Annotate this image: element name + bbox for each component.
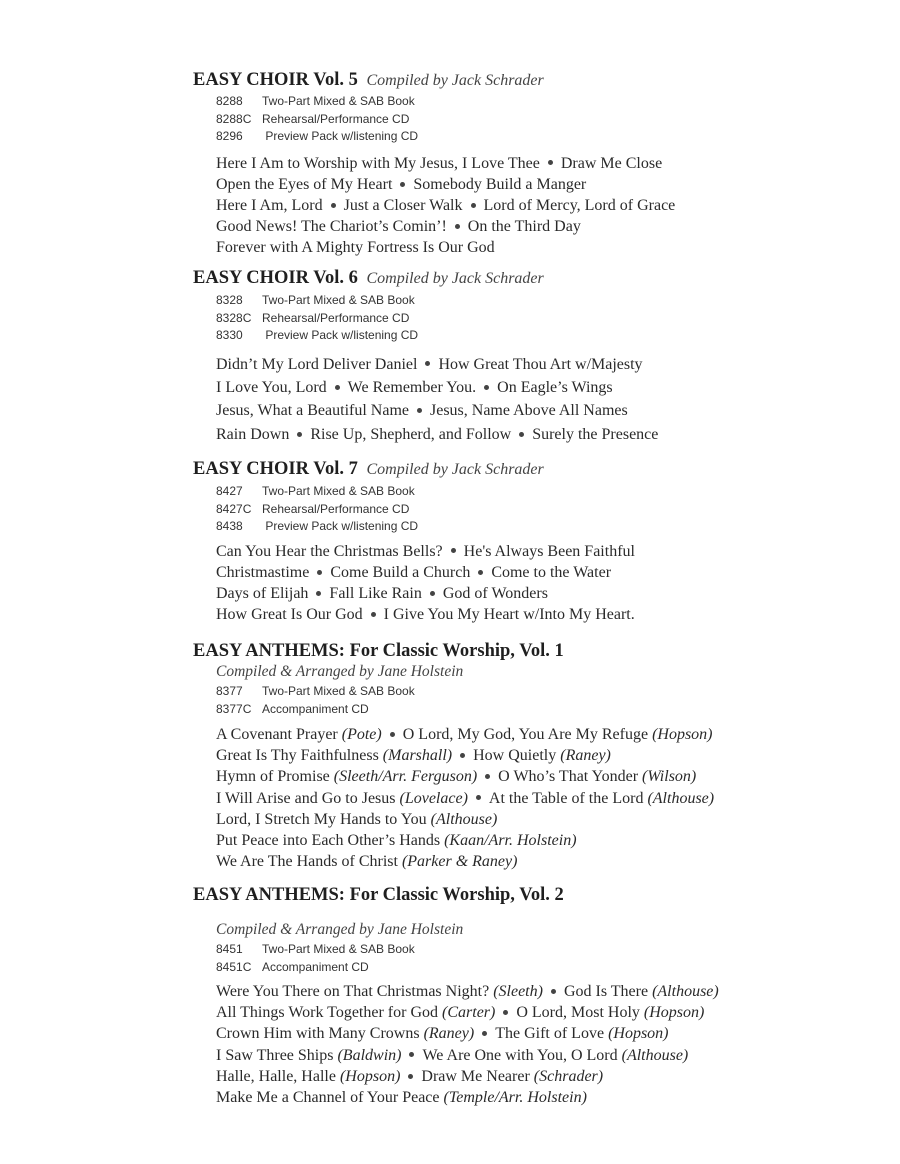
arranger-credit: (Althouse) (621, 1046, 689, 1064)
song-line (216, 174, 833, 195)
song-line (216, 724, 833, 745)
product-code: 8328 (216, 293, 243, 307)
song-title: Halle, Halle, Halle (216, 1067, 336, 1085)
product-code: 8451C (216, 959, 252, 974)
song-title: We Are The Hands of Christ (216, 853, 398, 871)
product-list (216, 941, 833, 976)
product-row (216, 483, 833, 501)
song-title: Hymn of Promise (216, 768, 330, 786)
song-title: Draw Me Close (560, 154, 663, 172)
song-title: Crown Him with Many Crowns (216, 1025, 420, 1043)
song-title: Put Peace into Each Other’s Hands (216, 831, 441, 849)
bullet-separator (551, 989, 556, 994)
catalog-section-easy-choir-vol-5 (193, 69, 833, 258)
song-line (216, 604, 833, 625)
arranger-credit: (Sleeth) (493, 983, 543, 1000)
compiler-credit: Compiled by Jack Schrader (366, 270, 544, 287)
product-list (216, 292, 833, 345)
song-line (216, 851, 833, 872)
product-code: 8451 (216, 942, 243, 956)
section-title: EASY CHOIR Vol. 7 (193, 459, 358, 479)
product-description: Two-Part Mixed & SAB Book (262, 942, 415, 956)
song-line (216, 1066, 833, 1087)
song-title: A Covenant Prayer (216, 726, 338, 743)
product-row (216, 310, 833, 328)
bullet-separator (548, 160, 553, 165)
bullet-separator (409, 1052, 414, 1057)
song-line (216, 1002, 833, 1023)
compiler-credit: Compiled by Jack Schrader (366, 72, 544, 89)
arranger-credit: (Althouse) (430, 810, 498, 828)
bullet-separator (455, 224, 460, 229)
song-title: The Gift of Love (495, 1025, 605, 1043)
song-title: Surely the Presence (532, 425, 659, 443)
arranger-credit: (Hopson) (608, 1025, 669, 1043)
song-title: God of Wonders (442, 584, 548, 602)
product-row (216, 941, 833, 959)
arranger-credit: (Sleeth/Arr. Ferguson) (333, 768, 478, 786)
arranger-credit: (Althouse) (647, 789, 715, 807)
bullet-separator (519, 432, 524, 437)
arranger-credit: (Raney) (560, 747, 611, 765)
song-title: Somebody Build a Manger (413, 175, 587, 193)
song-title: How Quietly (473, 747, 557, 765)
arranger-credit: (Althouse) (652, 983, 719, 1000)
product-code: 8438 (216, 519, 243, 533)
product-description: Accompaniment CD (262, 959, 369, 974)
product-code: 8288C (216, 111, 252, 126)
product-description: Rehearsal/Performance CD (262, 501, 410, 516)
bullet-separator (425, 361, 430, 366)
song-line (216, 583, 833, 604)
product-row (216, 128, 833, 146)
compiler-credit: Compiled & Arranged by Jane Holstein (216, 663, 464, 680)
song-line (216, 562, 833, 583)
arranger-credit: (Carter) (442, 1004, 496, 1022)
product-description: Two-Part Mixed & SAB Book (262, 684, 415, 698)
song-line (216, 1045, 833, 1066)
bullet-separator (408, 1074, 413, 1079)
section-title: EASY ANTHEMS: For Classic Worship, Vol. 1 (193, 641, 564, 661)
section-heading (193, 267, 833, 290)
arranger-credit: (Parker & Raney) (401, 853, 518, 871)
song-title: Rain Down (216, 425, 290, 443)
song-title: Lord of Mercy, Lord of Grace (483, 196, 676, 214)
bullet-separator (503, 1010, 508, 1015)
product-description: Preview Pack w/listening CD (262, 129, 419, 143)
song-title: On the Third Day (467, 218, 581, 236)
song-title: All Things Work Together for God (216, 1004, 439, 1022)
song-list (216, 541, 833, 626)
arranger-credit: (Hopson) (339, 1067, 401, 1085)
song-title: Jesus, Name Above All Names (429, 402, 628, 420)
arranger-credit: (Wilson) (642, 768, 697, 786)
song-title: Jesus, What a Beautiful Name (216, 402, 409, 420)
product-row (216, 501, 833, 519)
product-code: 8328C (216, 310, 252, 325)
song-title: O Who’s That Yonder (498, 768, 639, 786)
bullet-separator (485, 774, 490, 779)
song-title: I Saw Three Ships (216, 1046, 334, 1064)
product-description: Two-Part Mixed & SAB Book (262, 484, 415, 498)
product-code: 8427 (216, 484, 243, 498)
bullet-separator (297, 432, 302, 437)
product-code: 8330 (216, 328, 243, 342)
arranger-credit: (Baldwin) (337, 1046, 402, 1064)
song-line (216, 353, 833, 376)
bullet-separator (460, 753, 465, 758)
song-line (216, 809, 833, 830)
song-title: Can You Hear the Christmas Bells? (216, 542, 443, 560)
song-title: Open the Eyes of My Heart (216, 175, 393, 193)
song-list (216, 724, 833, 872)
catalog-section-easy-choir-vol-7 (193, 458, 833, 625)
bullet-separator (430, 591, 435, 596)
bullet-separator (484, 385, 489, 390)
song-line (216, 766, 833, 787)
song-title: How Great Thou Art w/Majesty (438, 355, 643, 373)
song-title: God Is There (563, 983, 649, 1000)
arranger-credit: (Marshall) (382, 747, 453, 765)
song-line (216, 1023, 833, 1044)
song-title: We Are One with You, O Lord (422, 1046, 618, 1064)
song-line (216, 1087, 833, 1108)
compiler-credit: Compiled & Arranged by Jane Holstein (216, 921, 464, 938)
product-description: Two-Part Mixed & SAB Book (262, 293, 415, 307)
song-title: Lord, I Stretch My Hands to You (216, 810, 427, 828)
bullet-separator (371, 612, 376, 617)
product-list (216, 93, 833, 146)
song-title: Christmastime (216, 563, 310, 581)
product-row (216, 683, 833, 701)
song-title: I Give You My Heart w/Into My Heart. (383, 606, 635, 624)
song-title: Good News! The Chariot’s Comin’! (216, 218, 447, 236)
product-row (216, 292, 833, 310)
catalog-section-easy-choir-vol-6 (193, 267, 833, 446)
catalog-section-easy-anthems-vol-1 (193, 640, 833, 872)
product-row (216, 701, 833, 719)
product-code: 8296 (216, 129, 243, 143)
arranger-credit: (Raney) (423, 1025, 475, 1043)
song-title: I Will Arise and Go to Jesus (216, 789, 396, 807)
song-line (216, 423, 833, 446)
product-row (216, 518, 833, 536)
song-line (216, 788, 833, 809)
song-title: We Remember You. (347, 378, 477, 396)
song-title: Come Build a Church (330, 563, 471, 581)
product-code: 8377 (216, 684, 243, 698)
product-row (216, 327, 833, 345)
bullet-separator (335, 385, 340, 390)
song-title: Days of Elijah (216, 584, 309, 602)
bullet-separator (482, 1031, 487, 1036)
song-title: Draw Me Nearer (421, 1067, 530, 1085)
song-list (216, 153, 833, 259)
arranger-credit: (Temple/Arr. Holstein) (443, 1088, 587, 1106)
product-description: Preview Pack w/listening CD (262, 519, 419, 533)
song-list (216, 353, 833, 447)
song-title: O Lord, Most Holy (516, 1004, 640, 1022)
section-title: EASY CHOIR Vol. 6 (193, 268, 358, 288)
product-code: 8377C (216, 701, 252, 716)
compiler-credit: Compiled by Jack Schrader (366, 461, 544, 478)
song-line (216, 830, 833, 851)
song-title: On Eagle’s Wings (497, 378, 613, 396)
product-row (216, 959, 833, 977)
song-title: Were You There on That Christmas Night? (216, 983, 490, 1000)
song-title: He's Always Been Faithful (463, 542, 635, 560)
bullet-separator (417, 408, 422, 413)
song-line (216, 153, 833, 174)
song-line (216, 399, 833, 422)
product-description: Rehearsal/Performance CD (262, 310, 410, 325)
song-title: Fall Like Rain (329, 584, 422, 602)
bullet-separator (451, 548, 456, 553)
section-heading (193, 458, 833, 481)
song-line (216, 745, 833, 766)
song-title: Just a Closer Walk (343, 196, 463, 214)
song-title: O Lord, My God, You Are My Refuge (402, 726, 649, 743)
song-line (216, 541, 833, 562)
arranger-credit: (Kaan/Arr. Holstein) (444, 831, 577, 849)
bullet-separator (400, 182, 405, 187)
section-heading (193, 640, 833, 662)
bullet-separator (317, 570, 322, 575)
product-row (216, 111, 833, 129)
arranger-credit: (Lovelace) (399, 789, 468, 807)
arranger-credit: (Hopson) (652, 726, 713, 743)
song-title: Rise Up, Shepherd, and Follow (310, 425, 512, 443)
song-line (216, 981, 833, 1002)
song-title: Didn’t My Lord Deliver Daniel (216, 355, 418, 373)
section-title: EASY CHOIR Vol. 5 (193, 70, 358, 90)
song-title: I Love You, Lord (216, 378, 327, 396)
song-title: How Great Is Our God (216, 606, 363, 624)
song-title: At the Table of the Lord (488, 789, 644, 807)
song-line (216, 237, 833, 258)
section-heading (193, 69, 833, 92)
song-list (216, 981, 833, 1108)
section-heading (193, 884, 833, 906)
product-code: 8288 (216, 94, 243, 108)
song-line (216, 376, 833, 399)
bullet-separator (471, 203, 476, 208)
bullet-separator (478, 570, 483, 575)
arranger-credit: (Schrader) (533, 1067, 604, 1085)
song-title: Make Me a Channel of Your Peace (216, 1088, 440, 1106)
song-title: Come to the Water (491, 563, 612, 581)
arranger-credit: (Pote) (341, 726, 382, 743)
song-line (216, 195, 833, 216)
song-title: Forever with A Mighty Fortress Is Our God (216, 239, 495, 257)
product-description: Preview Pack w/listening CD (262, 328, 419, 342)
song-title: Great Is Thy Faithfulness (216, 747, 379, 765)
product-description: Accompaniment CD (262, 701, 369, 716)
product-description: Two-Part Mixed & SAB Book (262, 94, 415, 108)
bullet-separator (476, 795, 481, 800)
product-description: Rehearsal/Performance CD (262, 111, 410, 126)
bullet-separator (316, 591, 321, 596)
song-title: Here I Am to Worship with My Jesus, I Love Thee (216, 154, 540, 172)
song-title: Here I Am, Lord (216, 196, 323, 214)
section-title: EASY ANTHEMS: For Classic Worship, Vol. 2 (193, 885, 564, 905)
product-list (216, 483, 833, 536)
bullet-separator (390, 732, 395, 737)
product-row (216, 93, 833, 111)
product-code: 8427C (216, 501, 252, 516)
song-line (216, 216, 833, 237)
bullet-separator (331, 203, 336, 208)
product-list (216, 683, 833, 718)
arranger-credit: (Hopson) (643, 1004, 705, 1022)
catalog-section-easy-anthems-vol-2 (193, 884, 833, 1108)
